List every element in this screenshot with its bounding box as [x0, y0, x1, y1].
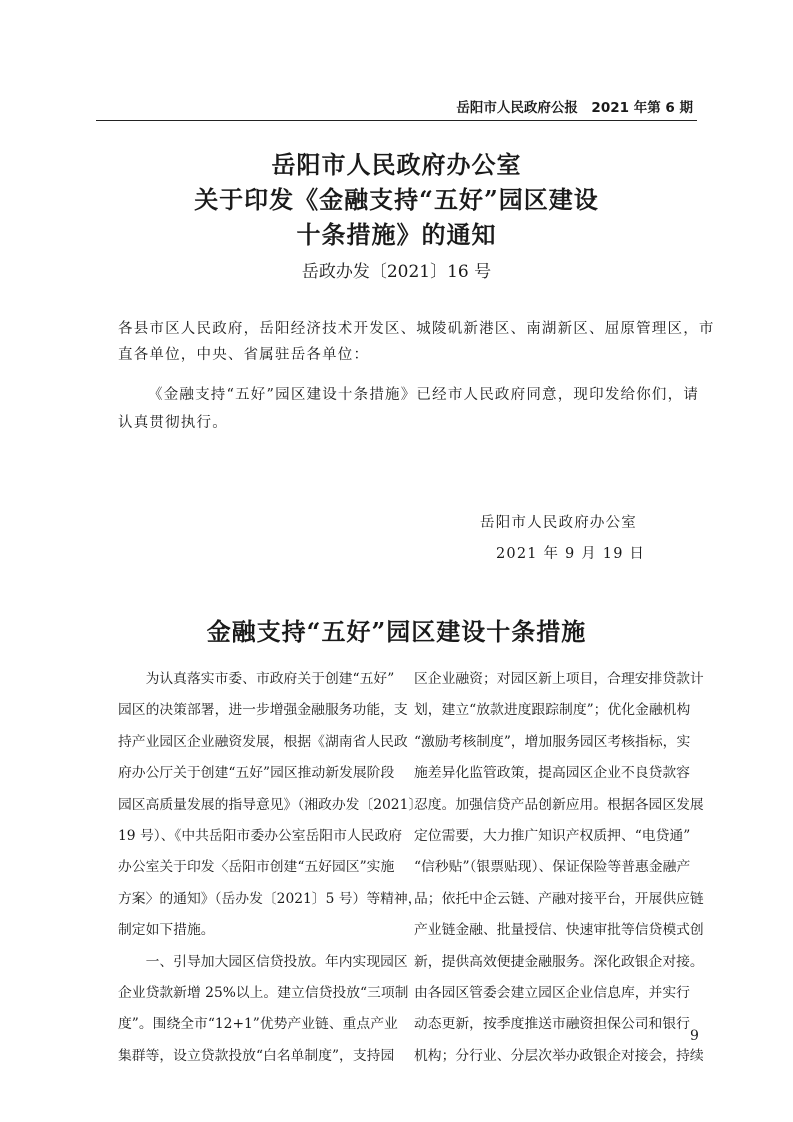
header-text: 岳阳市人民政府公报 2021 年第 6 期: [456, 100, 693, 116]
body-line: 品；依托中企云链、产融对接平台，开展供应链: [414, 890, 704, 907]
page-number: 9: [690, 1028, 699, 1044]
body-line: 划，建立“放款进度跟踪制度”；优化金融机构: [414, 702, 691, 719]
body-line: 持产业园区企业融资发展，根据《湖南省人民政: [118, 733, 408, 750]
body-line: “信秒贴”（银票贴现）、保证保险等普惠金融产: [414, 859, 691, 876]
body-line: 动态更新，按季度推送市融资担保公司和银行: [414, 1016, 690, 1033]
body-line: 由各园区管委会建立园区企业信息库，并实行: [414, 985, 690, 1002]
body-line: 方案〉的通知》（岳办发〔2021〕5 号）等精神，: [118, 890, 422, 907]
right-column: [414, 664, 706, 1072]
body-line: 制定如下措施。: [118, 922, 215, 939]
addressee-line-2: 直各单位，中央、省属驻岳各单位：: [118, 347, 370, 363]
body-line: 集群等，设立贷款投放“白名单制度”，支持园: [118, 1047, 395, 1064]
body-line: 府办公厅关于创建“五好”园区推动新发展阶段: [118, 765, 395, 782]
notice-title-line-2: 关于印发《金融支持“五好”园区建设: [194, 185, 599, 214]
body-line: 定位需要，大力推广知识产权质押、“电贷通”: [414, 828, 691, 845]
notice-body-line-2: 认真贯彻执行。: [118, 415, 228, 431]
body-line: 园区高质量发展的指导意见》（湘政办发〔2021〕: [118, 796, 423, 813]
body-line: 区企业融资；对园区新上项目，合理安排贷款计: [414, 671, 704, 687]
body-line: 园区的决策部署，进一步增强金融服务功能，支: [118, 702, 408, 719]
body-line: 为认真落实市委、市政府关于创建“五好”: [118, 671, 395, 687]
body-line: 机构；分行业、分层次举办政银企对接会，持续: [414, 1047, 704, 1064]
page-header: [96, 94, 697, 121]
measures-title: 金融支持“五好”园区建设十条措施: [206, 617, 587, 646]
date: 2021 年 9 月 19 日: [496, 546, 646, 562]
body-line: 施差异化监管政策，提高园区企业不良贷款容: [414, 765, 690, 782]
body-line: 办公室关于印发〈岳阳市创建“五好园区”实施: [118, 859, 395, 876]
notice-title-line-3: 十条措施》的通知: [296, 220, 497, 249]
body-line: 产业链金融、批量授信、快速审批等信贷模式创: [414, 922, 704, 939]
notice-body-line-1: 《金融支持“五好”园区建设十条措施》已经市人民政府同意，现印发给你们，请: [148, 387, 700, 403]
left-column: [118, 664, 423, 1072]
body-line: 新，提供高效便捷金融服务。深化政银企对接。: [414, 953, 704, 970]
body-line: 企业贷款新增 25%以上。建立信贷投放“三项制: [118, 985, 409, 1002]
signature: 岳阳市人民政府办公室: [480, 515, 637, 531]
body-line: “激励考核制度”，增加服务园区考核指标，实: [414, 733, 691, 750]
body-line: 一、引导加大园区信贷投放。年内实现园区: [118, 953, 408, 970]
notice-title-line-1: 岳阳市人民政府办公室: [271, 150, 522, 179]
body-line: 度”。围绕全市“12+1”优势产业链、重点产业: [118, 1016, 398, 1033]
body-line: 19 号）、《中共岳阳市委办公室岳阳市人民政府: [118, 828, 403, 845]
doc-number: 岳政办发〔2021〕16 号: [301, 262, 492, 282]
body-line: 忍度。加强信贷产品创新应用。根据各园区发展: [414, 796, 704, 813]
addressee-line-1: 各县市区人民政府，岳阳经济技术开发区、城陵矶新港区、南湖新区、屈原管理区，市: [118, 321, 715, 337]
